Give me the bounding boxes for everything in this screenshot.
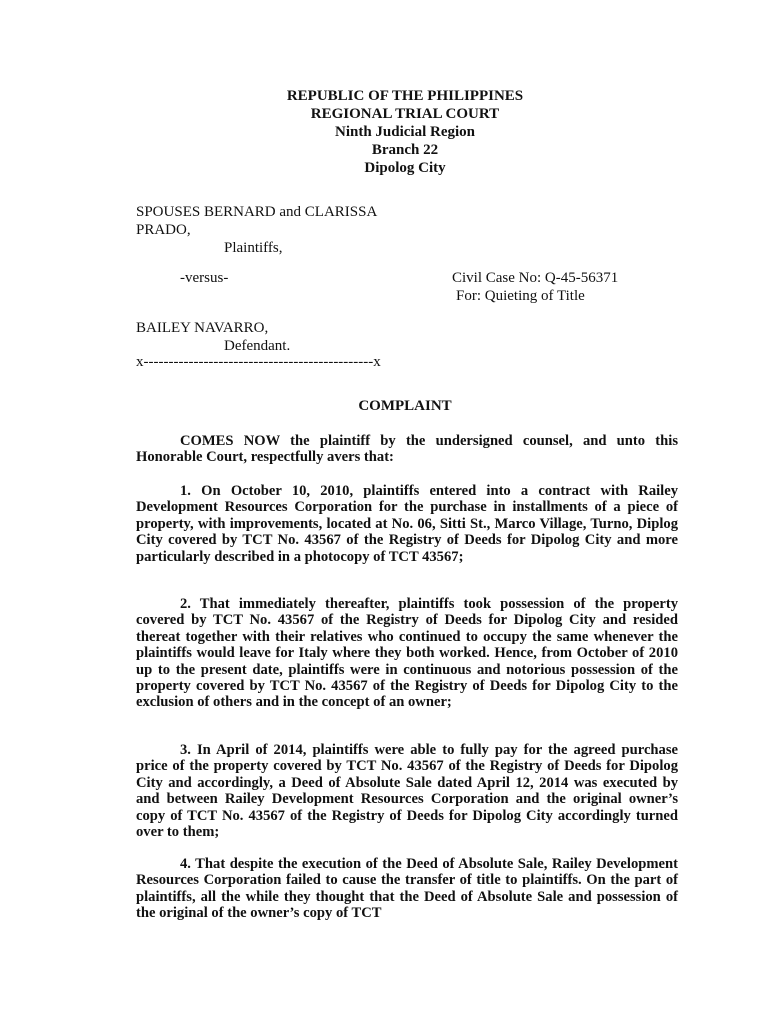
caption-divider: x----------------------------------------------x xyxy=(136,354,381,370)
paragraph-1 xyxy=(136,483,678,565)
intro-text: COMES NOW the plaintiff by the undersigned counsel, and unto this Honorable Court, respectfully avers that: xyxy=(136,433,678,466)
court-heading xyxy=(0,87,768,177)
case-subject: For: Quieting of Title xyxy=(456,288,585,304)
plaintiff-name-line1: SPOUSES BERNARD and CLARISSA xyxy=(136,204,378,220)
paragraph-1-text: 1. On October 10, 2010, plaintiffs entered into a contract with Railey Development Resources Corporation for the purchase in installments of a piece of property, with improvements, located at No. 06, Sitti St., Marco Village, Turno, Diplog City covered by TCT No. 43567 of the Registry of Deeds for Dipolog City and more particularly described in a photocopy of TCT 43567; xyxy=(136,483,678,565)
paragraph-2-text: 2. That immediately thereafter, plaintiffs took possession of the property covered by TCT No. 43567 of the Registry of Deeds for Dipolog City and resided thereat together with their relatives who continued to occupy the same whenever the plaintiffs would leave for Italy where they both worked. Hence, from October of 2010 up to the present date, plaintiffs were in continuous and notorious possession of the property covered by TCT No. 43567 of the Registry of Deeds for Dipolog City to the exclusion of others and in the concept of an owner; xyxy=(136,596,678,711)
court-name: REGIONAL TRIAL COURT xyxy=(310,106,500,122)
paragraph-3-text: 3. In April of 2014, plaintiffs were able to fully pay for the agreed purchase price of the property covered by TCT No. 43567 of the Registry of Deeds for Dipolog City and accordingly, a Deed of Absolute Sale dated April 12, 2014 was executed by and between Railey Development Resources Corporation and the original owner’s copy of TCT No. 43567 of the Registry of Deeds for Dipolog City accordingly turned over to them; xyxy=(136,742,678,841)
republic-heading: REPUBLIC OF THE PHILIPPINES xyxy=(286,88,524,104)
paragraph-3 xyxy=(136,742,678,840)
case-number: Civil Case No: Q-45-56371 xyxy=(452,270,619,286)
judicial-region: Ninth Judicial Region xyxy=(334,124,476,140)
court-city: Dipolog City xyxy=(364,160,446,176)
plaintiff-name-line2: PRADO, xyxy=(136,222,191,238)
defendant-name: BAILEY NAVARRO, xyxy=(136,320,269,336)
branch-number: Branch 22 xyxy=(371,142,439,158)
plaintiff-role: Plaintiffs, xyxy=(224,240,283,256)
paragraph-2 xyxy=(136,596,678,711)
intro-paragraph xyxy=(136,433,678,466)
paragraph-4-text: 4. That despite the execution of the Deed of Absolute Sale, Railey Development Resources Corporation failed to cause the transfer of title to plaintiffs. On the part of plaintiffs, all the while they thought that the Deed of Absolute Sale and possession of the original of the owner’s copy of TCT xyxy=(136,856,678,922)
defendant-role: Defendant. xyxy=(224,338,291,354)
versus-label: -versus- xyxy=(180,270,229,286)
paragraph-4 xyxy=(136,856,678,922)
document-title: COMPLAINT xyxy=(358,398,452,414)
